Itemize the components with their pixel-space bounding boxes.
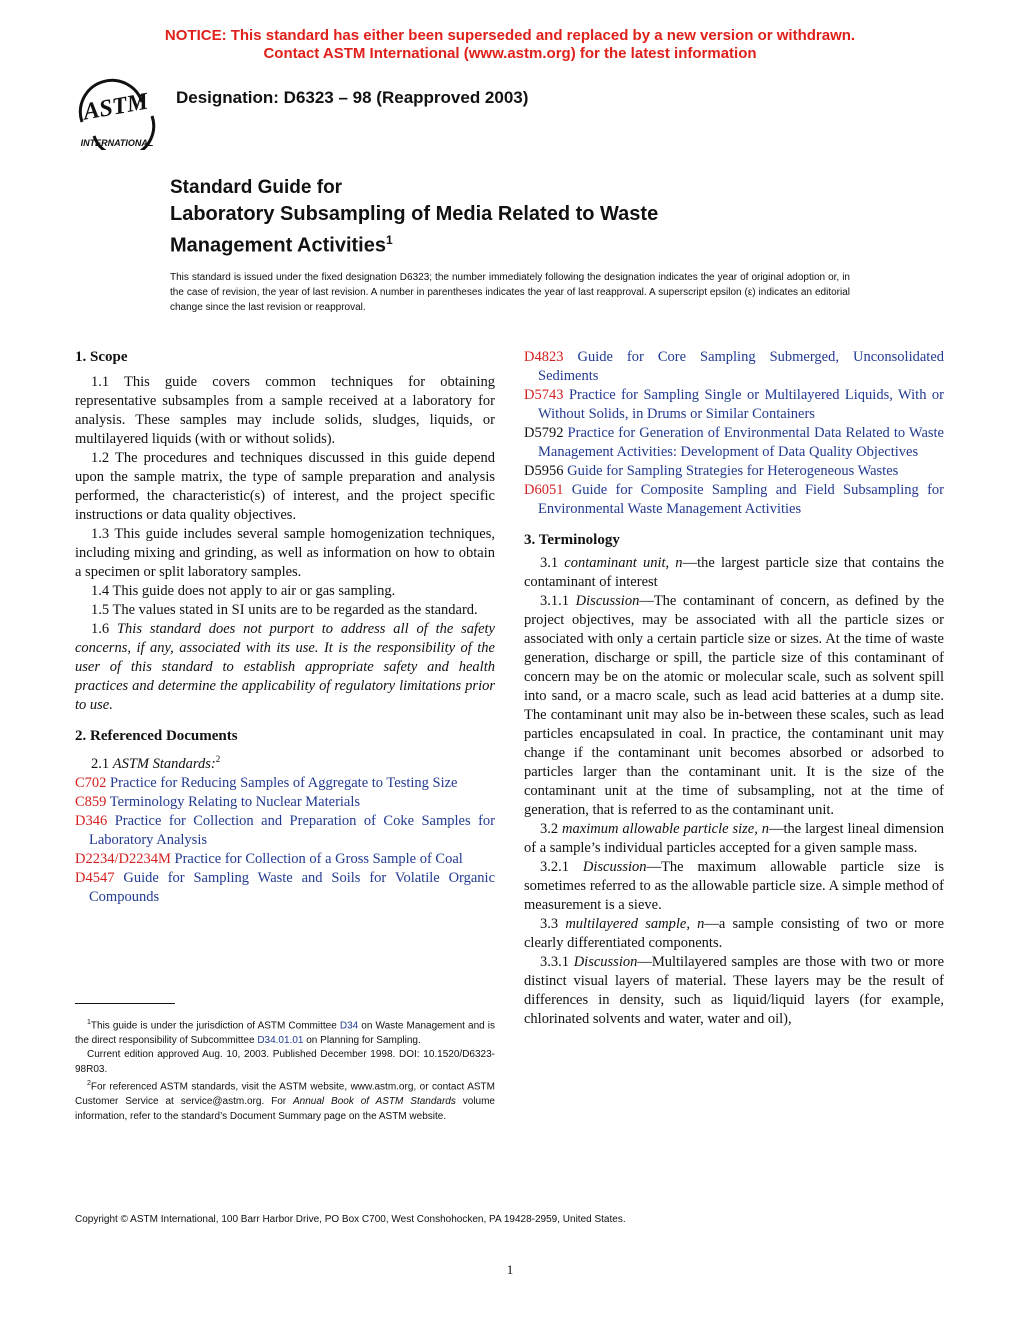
referenced-standard-item <box>524 424 944 462</box>
referenced-standard-item <box>524 386 944 424</box>
standard-code-link[interactable]: D6051 <box>524 482 564 498</box>
standard-title-link[interactable]: Terminology Relating to Nuclear Materials <box>109 793 361 810</box>
standard-title-link[interactable]: Practice for Collection of a Gross Sample of Coal <box>174 850 463 867</box>
footnote-1-text-a: This guide is under the jurisdiction of ASTM Committee <box>90 1020 340 1032</box>
refdocs-heading: 2. Referenced Documents <box>75 728 238 744</box>
referenced-standard-item <box>524 462 944 481</box>
standard-code-link[interactable]: D5792 <box>524 425 564 441</box>
term-3-3-term: multilayered sample, n <box>565 916 705 932</box>
right-column <box>524 348 944 1029</box>
term-3-1-1 <box>524 592 944 820</box>
footnote-1-text-c: on Planning for Sampling. <box>303 1034 421 1046</box>
title-line-2: Laboratory Subsampling of Media Related to Waste <box>170 203 659 225</box>
refdocs-2-1 <box>75 750 495 774</box>
referenced-standards-right <box>524 348 944 519</box>
term-3-1 <box>524 554 944 592</box>
standard-code-link[interactable]: C859 <box>75 793 107 810</box>
term-3-2-1-text: —The maximum allowable particle size is sometimes referred to as the allowable particle size. A simple method of measurement is a sieve. <box>524 859 944 913</box>
term-3-3-definition: —a sample consisting of two or more clearly differentiated components. <box>524 916 945 951</box>
scope-1-1: 1.1 This guide covers common techniques for obtaining representative subsamples from a sample received at a laboratory for analysis. These samples may include solids, sludges, liquids, or multilayered liquids (with or without solids). <box>75 374 495 447</box>
standard-code-link[interactable]: C702 <box>75 774 107 791</box>
scope-1-4: 1.4 This guide does not apply to air or gas sampling. <box>91 583 396 599</box>
footnote-2-text-b: volume information, refer to the standard’s Document Summary page on the ASTM website. <box>75 1096 495 1122</box>
term-3-1-term: contaminant unit, n <box>564 555 683 571</box>
refdocs-footnote-mark: 2 <box>215 754 221 764</box>
title-footnote-mark: 1 <box>386 233 393 247</box>
referenced-standard-item <box>75 793 495 812</box>
footnote-2-mark: 2 <box>87 1080 91 1088</box>
standard-code-link[interactable]: D4547 <box>75 869 115 886</box>
scope-1-3: 1.3 This guide includes several sample homogenization techniques, including mixing and grinding, as well as information on how to obtain a specimen or split laboratory samples. <box>75 526 495 580</box>
subcommittee-link[interactable]: D34.01.01 <box>257 1034 304 1046</box>
footnote-2 <box>75 1077 495 1124</box>
standard-code-link[interactable]: D4823 <box>524 349 564 365</box>
standard-title-link[interactable]: Practice for Reducing Samples of Aggregate to Testing Size <box>110 774 458 791</box>
term-3-2-definition: —the largest lineal dimension of a sample’s individual particles accepted for a given sample mass. <box>524 821 944 856</box>
standard-title-link[interactable]: Practice for Generation of Environmental Data Related to Waste Management Activities: Development of Data Quality Objectives <box>538 425 944 460</box>
page-number: 1 <box>506 1262 514 1277</box>
standard-title-link[interactable]: Guide for Sampling Waste and Soils for Volatile Organic Compounds <box>89 869 496 905</box>
term-3-2 <box>524 820 944 858</box>
standard-title-link[interactable]: Guide for Core Sampling Submerged, Unconsolidated Sediments <box>538 349 944 384</box>
scope-1-6 <box>75 620 495 715</box>
designation: Designation: D6323 – 98 (Reapproved 2003) <box>176 88 529 107</box>
copyright-line: Copyright © ASTM International, 100 Barr Harbor Drive, PO Box C700, West Conshohocken, PA 19428-2959, United States. <box>75 1214 626 1225</box>
footnote-1 <box>75 1016 495 1048</box>
term-3-1-1-number: 3.1.1 <box>540 593 569 609</box>
standard-title-link[interactable]: Guide for Sampling Strategies for Heterogeneous Wastes <box>567 463 899 479</box>
standard-code-link[interactable]: D346 <box>75 812 108 829</box>
title-line-1: Standard Guide for <box>170 177 343 198</box>
withdrawal-notice <box>0 27 1020 63</box>
term-3-3-1 <box>524 953 944 1029</box>
term-3-1-definition: —the largest particle size that contains the contaminant of interest <box>524 555 944 590</box>
term-3-1-number: 3.1 <box>540 555 559 571</box>
footnote-1-text-b: on Waste Management and is the direct responsibility of Subcommittee <box>75 1020 495 1046</box>
referenced-standard-item <box>75 850 495 869</box>
footnote-1-edition: Current edition approved Aug. 10, 2003. Published December 1998. DOI: 10.1520/D6323-98R03. <box>75 1049 495 1075</box>
refdocs-2-1-label: ASTM Standards: <box>112 755 216 772</box>
referenced-standard-item <box>524 481 944 519</box>
standard-code-link[interactable]: D5956 <box>524 463 564 479</box>
astm-logo <box>70 72 165 150</box>
scope-1-6-number: 1.6 <box>91 621 110 637</box>
term-3-1-1-label: Discussion <box>575 593 640 609</box>
notice-line-2: Contact ASTM International (www.astm.org) for the latest information <box>263 45 757 62</box>
footnotes <box>75 1016 495 1124</box>
term-3-2-1 <box>524 858 944 915</box>
term-3-2-number: 3.2 <box>540 821 559 837</box>
footnote-1-mark: 1 <box>87 1019 91 1026</box>
title-line-3-text: Management Activities <box>170 234 386 257</box>
logo-letters: ASTM <box>81 88 151 126</box>
standard-title-link[interactable]: Guide for Composite Sampling and Field Subsampling for Environmental Waste Management Activities <box>538 482 944 517</box>
term-3-3-1-label: Discussion <box>573 954 638 970</box>
term-3-3-1-text: —Multilayered samples are those with two or more distinct visual layers of material. These layers may be the result of differences in density, such as liquid/liquid layers (for example, chlorinated solvents and water, water and oil), <box>524 954 945 1027</box>
left-column <box>75 348 495 907</box>
standard-title-link[interactable]: Practice for Sampling Single or Multilayered Liquids, With or Without Solids, in Drums or Similar Containers <box>538 387 944 422</box>
notice-line-1: NOTICE: This standard has either been superseded and replaced by a new version or withdrawn. <box>164 27 856 44</box>
term-3-3-1-number: 3.3.1 <box>540 954 569 970</box>
scope-1-2: 1.2 The procedures and techniques discussed in this guide depend upon the sample matrix, the type of sample preparation and analysis performed, the characteristic(s) of interest, and the project specific instructions or data quality objectives. <box>75 450 495 523</box>
scope-1-6-text: This standard does not purport to address all of the safety concerns, if any, associated with its use. It is the responsibility of the user of this standard to establish appropriate safety and health practices and determine the applicability of regulatory limitations prior to use. <box>75 621 495 713</box>
scope-1-5: 1.5 The values stated in SI units are to be regarded as the standard. <box>91 602 478 618</box>
term-3-1-1-text: —The contaminant of concern, as defined by the project objectives, may be associated with all the particle sizes or associated with only a certain particle size or sizes. At the time of waste generation, discharge or spill, the particle size of this contaminant of concern may be on the atomic or molecular scale, such as solvent spill into sand, or a macro scale, such as lead acid batteries at a dump site. The contaminant unit may also be in-between these scales, such as lead particles encapsulated in coal. In practice, the contaminant unit may change if the contaminant unit becomes absorbed or adsorbed to particles larger than the contaminant unit. It is the size of the contaminant unit at the time of subsampling, not at the time of generation, that is referred to as the contaminant unit. <box>524 593 945 818</box>
document-title <box>170 175 658 259</box>
term-3-2-term: maximum allowable particle size, n <box>562 821 770 837</box>
referenced-standard-item <box>524 348 944 386</box>
refdocs-2-1-number: 2.1 <box>91 755 110 772</box>
referenced-standard-item <box>75 812 495 850</box>
issue-note: This standard is issued under the fixed designation D6323; the number immediately following the designation indicates the year of original adoption or, in the case of revision, the year of last revision. A number in parentheses indicates the year of last reapproval. A superscript epsilon (ε) indicates an editorial change since the last revision or reapproval. <box>170 272 850 313</box>
term-3-3 <box>524 915 944 953</box>
standard-code-link[interactable]: D2234/D2234M <box>75 850 171 867</box>
referenced-standard-item <box>75 774 495 793</box>
footnote-rule <box>75 1003 175 1004</box>
title-line-3 <box>170 227 658 259</box>
term-3-3-number: 3.3 <box>540 916 559 932</box>
term-3-2-1-number: 3.2.1 <box>540 859 569 875</box>
referenced-standards-left <box>75 774 495 907</box>
standard-title-link[interactable]: Practice for Collection and Preparation of Coke Samples for Laboratory Analysis <box>89 812 496 848</box>
footnote-2-text-a: For referenced ASTM standards, visit the ASTM website, www.astm.org, or contact ASTM Customer Service at service@astm.org. For <box>75 1081 495 1108</box>
scope-heading: 1. Scope <box>75 349 128 365</box>
footnote-2-book-title: Annual Book of ASTM Standards <box>293 1096 456 1108</box>
standard-code-link[interactable]: D5743 <box>524 387 564 403</box>
referenced-standard-item <box>75 869 495 907</box>
committee-d34-link[interactable]: D34 <box>339 1020 359 1032</box>
terminology-heading: 3. Terminology <box>524 532 620 548</box>
term-3-2-1-label: Discussion <box>582 859 647 875</box>
logo-subtitle: INTERNATIONAL <box>80 138 154 148</box>
